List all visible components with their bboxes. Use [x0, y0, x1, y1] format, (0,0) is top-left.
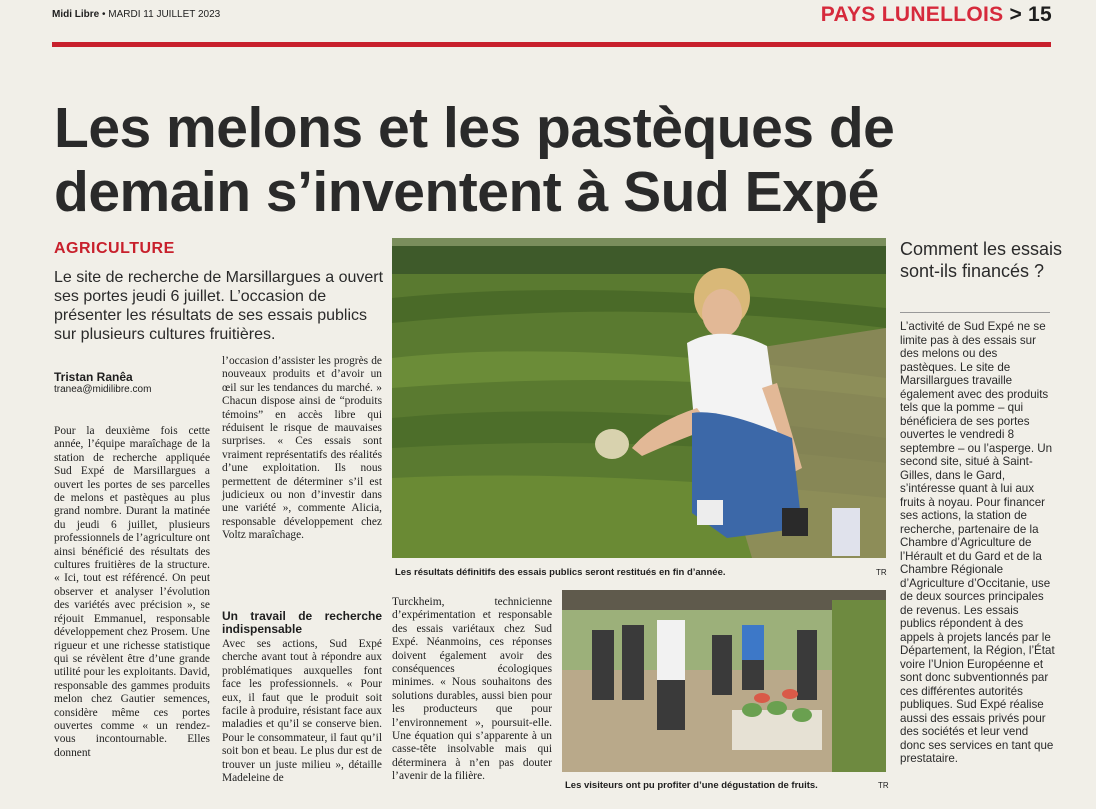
sidebar-divider [900, 312, 1050, 313]
section-header [821, 3, 1052, 27]
kicker: AGRICULTURE [54, 240, 175, 257]
standfirst: Le site de recherche de Marsillargues a ouvert ses portes jeudi 6 juillet. L’occasion de présenter les résultats de ses essais publics sur plusieurs cultures fruitières. [54, 269, 384, 343]
header-rule [52, 42, 1051, 47]
headline: Les melons et les pastèques de demain s’inventent à Sud Expé [54, 96, 895, 224]
body-paragraph: Pour la deuxième fois cette année, l’équipe maraîchage de la station de recherche appliquée Sud Expé de Marsillargues a ouvert les portes de ses parcelles de melons et pastèques au plus grand nombre. Durant la matinée du jeudi 6 juillet, plusieurs professionnels de l’agriculture ont ainsi bénéficié des résultats des cultures fruitières de la structure. « Ici, tout est référencé. On peut observer et analyser l’évolution des variétés avec précision », se réjouit Emmanuel, responsable développement chez Prosem. Une rigueur et une richesse statistique qui se révèlent être d’une grande utilité pour les exploitants. David, responsable des gammes produits melon chez Gautier semences, considère même ces portes ouvertes comme « un rendez-vous incontournable. Elles donnent [54, 425, 210, 759]
sidebar-text: L’activité de Sud Expé ne se limite pas à des essais sur des melons ou des pastèques. Le site de Marsillargues travaille également avec des produits tels que la pomme – qui bénéficiera de ses portes ouvertes le vendredi 8 septembre – ou l’asperge. Un second site, situé à Saint-Gilles, dans le Gard, s’intéresse quant à lui aux fruits à noyau. Pour financer ses actions, la station de recherche, partenaire de la Chambre d’Agriculture de l’Hérault et du Gard et de la Chambre Régionale d’Agriculture d’Occitanie, use de deux sources principales de revenus. Les essais publics répondent à des appels à projets lancés par le Département, la Région, l’État voire l’Union Européenne et sont donc subventionnés par ces différentes autorités publiques. Sud Expé réalise aussi des essais privés pour des sociétés et leur vend donc ses services en tant que prestataire. [900, 320, 1055, 765]
body-column-3 [392, 596, 552, 784]
photo-credit: TR [876, 568, 887, 577]
photo-caption: Les résultats définitifs des essais publics seront restitués en fin d’année. [395, 567, 726, 578]
body-column-2 [222, 355, 382, 543]
body-column-1 [54, 425, 210, 760]
photo-caption: Les visiteurs ont pu profiter d’une dégustation de fruits. [565, 780, 818, 791]
page-number: 15 [1028, 3, 1052, 26]
photo-credit: TR [878, 781, 889, 790]
body-column-2b [222, 610, 382, 785]
paper-name: Midi Libre [52, 9, 100, 20]
chevron-right-icon: > [1009, 3, 1023, 26]
author-name: Tristan Ranêa [54, 370, 133, 384]
masthead-info [52, 9, 220, 20]
photo-melon-field [392, 238, 886, 558]
issue-date: • MARDI 11 JUILLET 2023 [99, 9, 221, 20]
photo-tasting [562, 590, 886, 772]
section-name: PAYS LUNELLOIS [820, 3, 1004, 26]
melon-field-illustration [392, 238, 886, 558]
body-paragraph: Turckheim, technicienne d’expérimentation et responsable des essais variétaux chez Sud Expé. Néanmoins, ces réponses doivent également avoir des conséquences écologiques minimes. « Nous souhaitons des solutions durables, aussi bien pour les producteurs que pour l’environnement », poursuit-elle. Une équation qui s’apparente à un casse-tête insolvable mais qui déterminera à n’en pas douter l’avenir de la filière. [392, 596, 552, 783]
tasting-illustration [562, 590, 886, 772]
body-paragraph: l’occasion d’assister les progrès de nouveaux produits et d’avoir un œil sur les tendances du marché. » Chacun dispose ainsi de “produits témoins” en accès libre qui réduisent le risque de mauvaises surprises. « Ces essais sont vraiment représentatifs des réalités d’une exploitation. Ils nous permettent de déterminer s’il est judicieux ou non d’investir dans une variété », commente Alicia, responsable développement chez Voltz maraîchage. [222, 355, 382, 542]
author-email: tranea@midilibre.com [54, 384, 152, 395]
body-paragraph: Avec ses actions, Sud Expé cherche avant tout à répondre aux problématiques auxquelles font face les professionnels. « Pour eux, il faut que le produit soit facile à produire, résistant face aux maladies et qu’il se conserve bien. Pour le consommateur, il faut qu’il soit bon et beau. Le plus dur est de trouver un juste milieu », détaille Madeleine de [222, 638, 382, 785]
subheading: Un travail de recherche indispensable [222, 609, 382, 636]
sidebar-title: Comment les essais sont-ils financés ? [900, 239, 1063, 281]
